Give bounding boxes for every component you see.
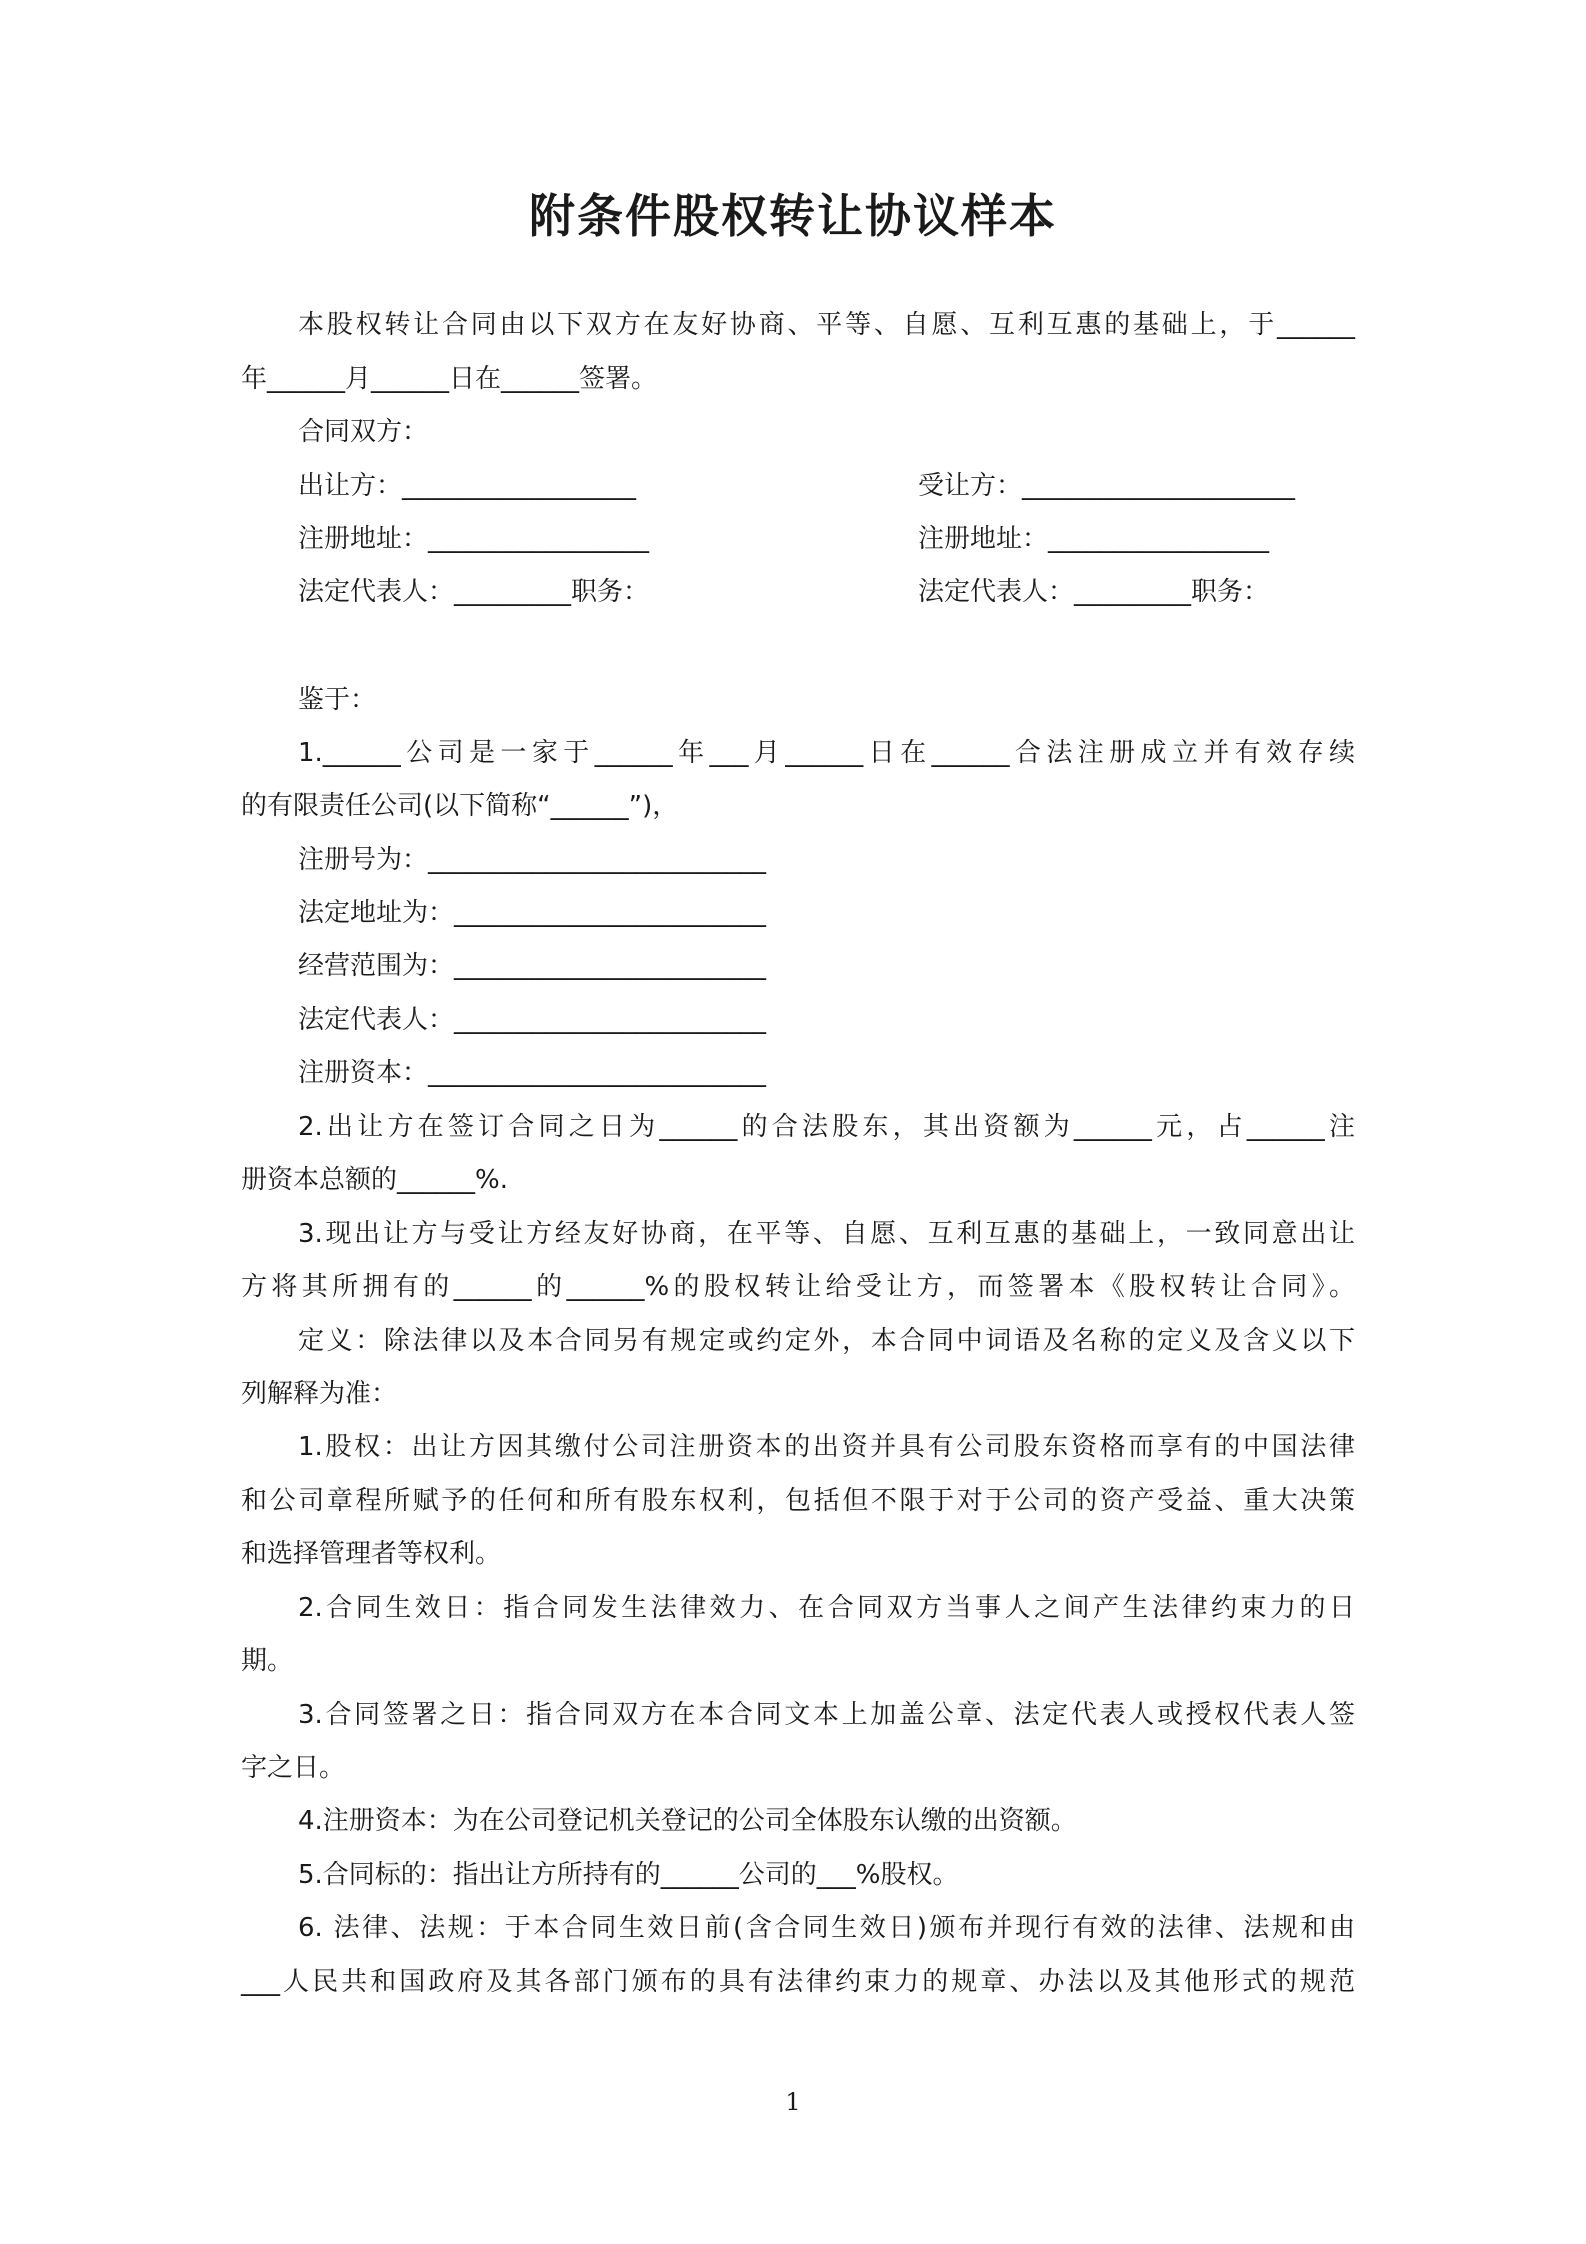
paragraph-line: 列解释为准：	[241, 1379, 398, 1409]
party-field: 注册地址：_________________	[918, 524, 1270, 554]
paragraph-line: 字之日。	[241, 1753, 346, 1783]
paragraph-line: 3.合同签署之日：指合同双方在本合同文本上加盖公章、法定代表人或授权代表人签	[298, 1700, 1355, 1730]
paragraph-line: 定义：除法律以及本合同另有规定或约定外，本合同中词语及名称的定义及含义以下	[298, 1326, 1355, 1356]
company-field: 法定地址为：________________________	[298, 898, 767, 928]
paragraph-line: 5.合同标的：指出让方所持有的______公司的___%股权。	[298, 1860, 959, 1890]
document-title: 附条件股权转让协议样本	[529, 189, 1057, 243]
company-field: 注册号为：__________________________	[298, 845, 767, 875]
paragraph-line: 和公司章程所赋予的任何和所有股东权利，包括但不限于对于公司的资产受益、重大决策	[241, 1486, 1355, 1516]
party-field: 法定代表人：_________职务：	[298, 577, 650, 607]
paragraph-line: 1.股权：出让方因其缴付公司注册资本的出资并具有公司股东资格而享有的中国法律	[298, 1432, 1355, 1462]
paragraph-line: 2.出让方在签订合同之日为______的合法股东，其出资额为______元，占______注	[298, 1112, 1355, 1142]
paragraph-line: 和选择管理者等权利。	[241, 1539, 502, 1569]
page-number: 1	[785, 2088, 801, 2116]
company-field: 法定代表人：________________________	[298, 1005, 767, 1035]
paragraph-line: 期。	[241, 1646, 294, 1676]
paragraph-line: 6. 法律、法规：于本合同生效日前(含合同生效日)颁布并现行有效的法律、法规和由	[298, 1913, 1355, 1943]
paragraph-line: 年______月______日在______签署。	[241, 364, 658, 394]
paragraph-line: 册资本总额的______%.	[241, 1165, 508, 1195]
party-field: 出让方：__________________	[298, 471, 637, 501]
paragraph-line: 本股权转让合同由以下双方在友好协商、平等、自愿、互利互惠的基础上，于______	[298, 310, 1355, 340]
party-field: 受让方：_____________________	[918, 471, 1296, 501]
section-label: 合同双方：	[298, 417, 429, 447]
paragraph-line: 的有限责任公司(以下简称“______”)，	[241, 791, 679, 821]
party-field: 法定代表人：_________职务：	[918, 577, 1270, 607]
paragraph-line: 方将其所拥有的______的______%的股权转让给受让方，而签署本《股权转让合同》。	[241, 1272, 1355, 1302]
company-field: 注册资本：__________________________	[298, 1058, 767, 1088]
paragraph-line: 1.______公司是一家于______年___月______日在______合法注册成立并有效存续	[298, 738, 1355, 768]
paragraph-line: ___人民共和国政府及其各部门颁布的具有法律约束力的规章、办法以及其他形式的规范	[241, 1967, 1355, 1997]
paragraph-line: 3.现出让方与受让方经友好协商，在平等、自愿、互利互惠的基础上，一致同意出让	[298, 1219, 1355, 1249]
paragraph-line: 2.合同生效日：指合同发生法律效力、在合同双方当事人之间产生法律约束力的日	[298, 1593, 1355, 1623]
section-label: 鉴于：	[298, 685, 377, 715]
party-field: 注册地址：_________________	[298, 524, 650, 554]
company-field: 经营范围为：________________________	[298, 951, 767, 981]
paragraph-line: 4.注册资本：为在公司登记机关登记的公司全体股东认缴的出资额。	[298, 1806, 1077, 1836]
